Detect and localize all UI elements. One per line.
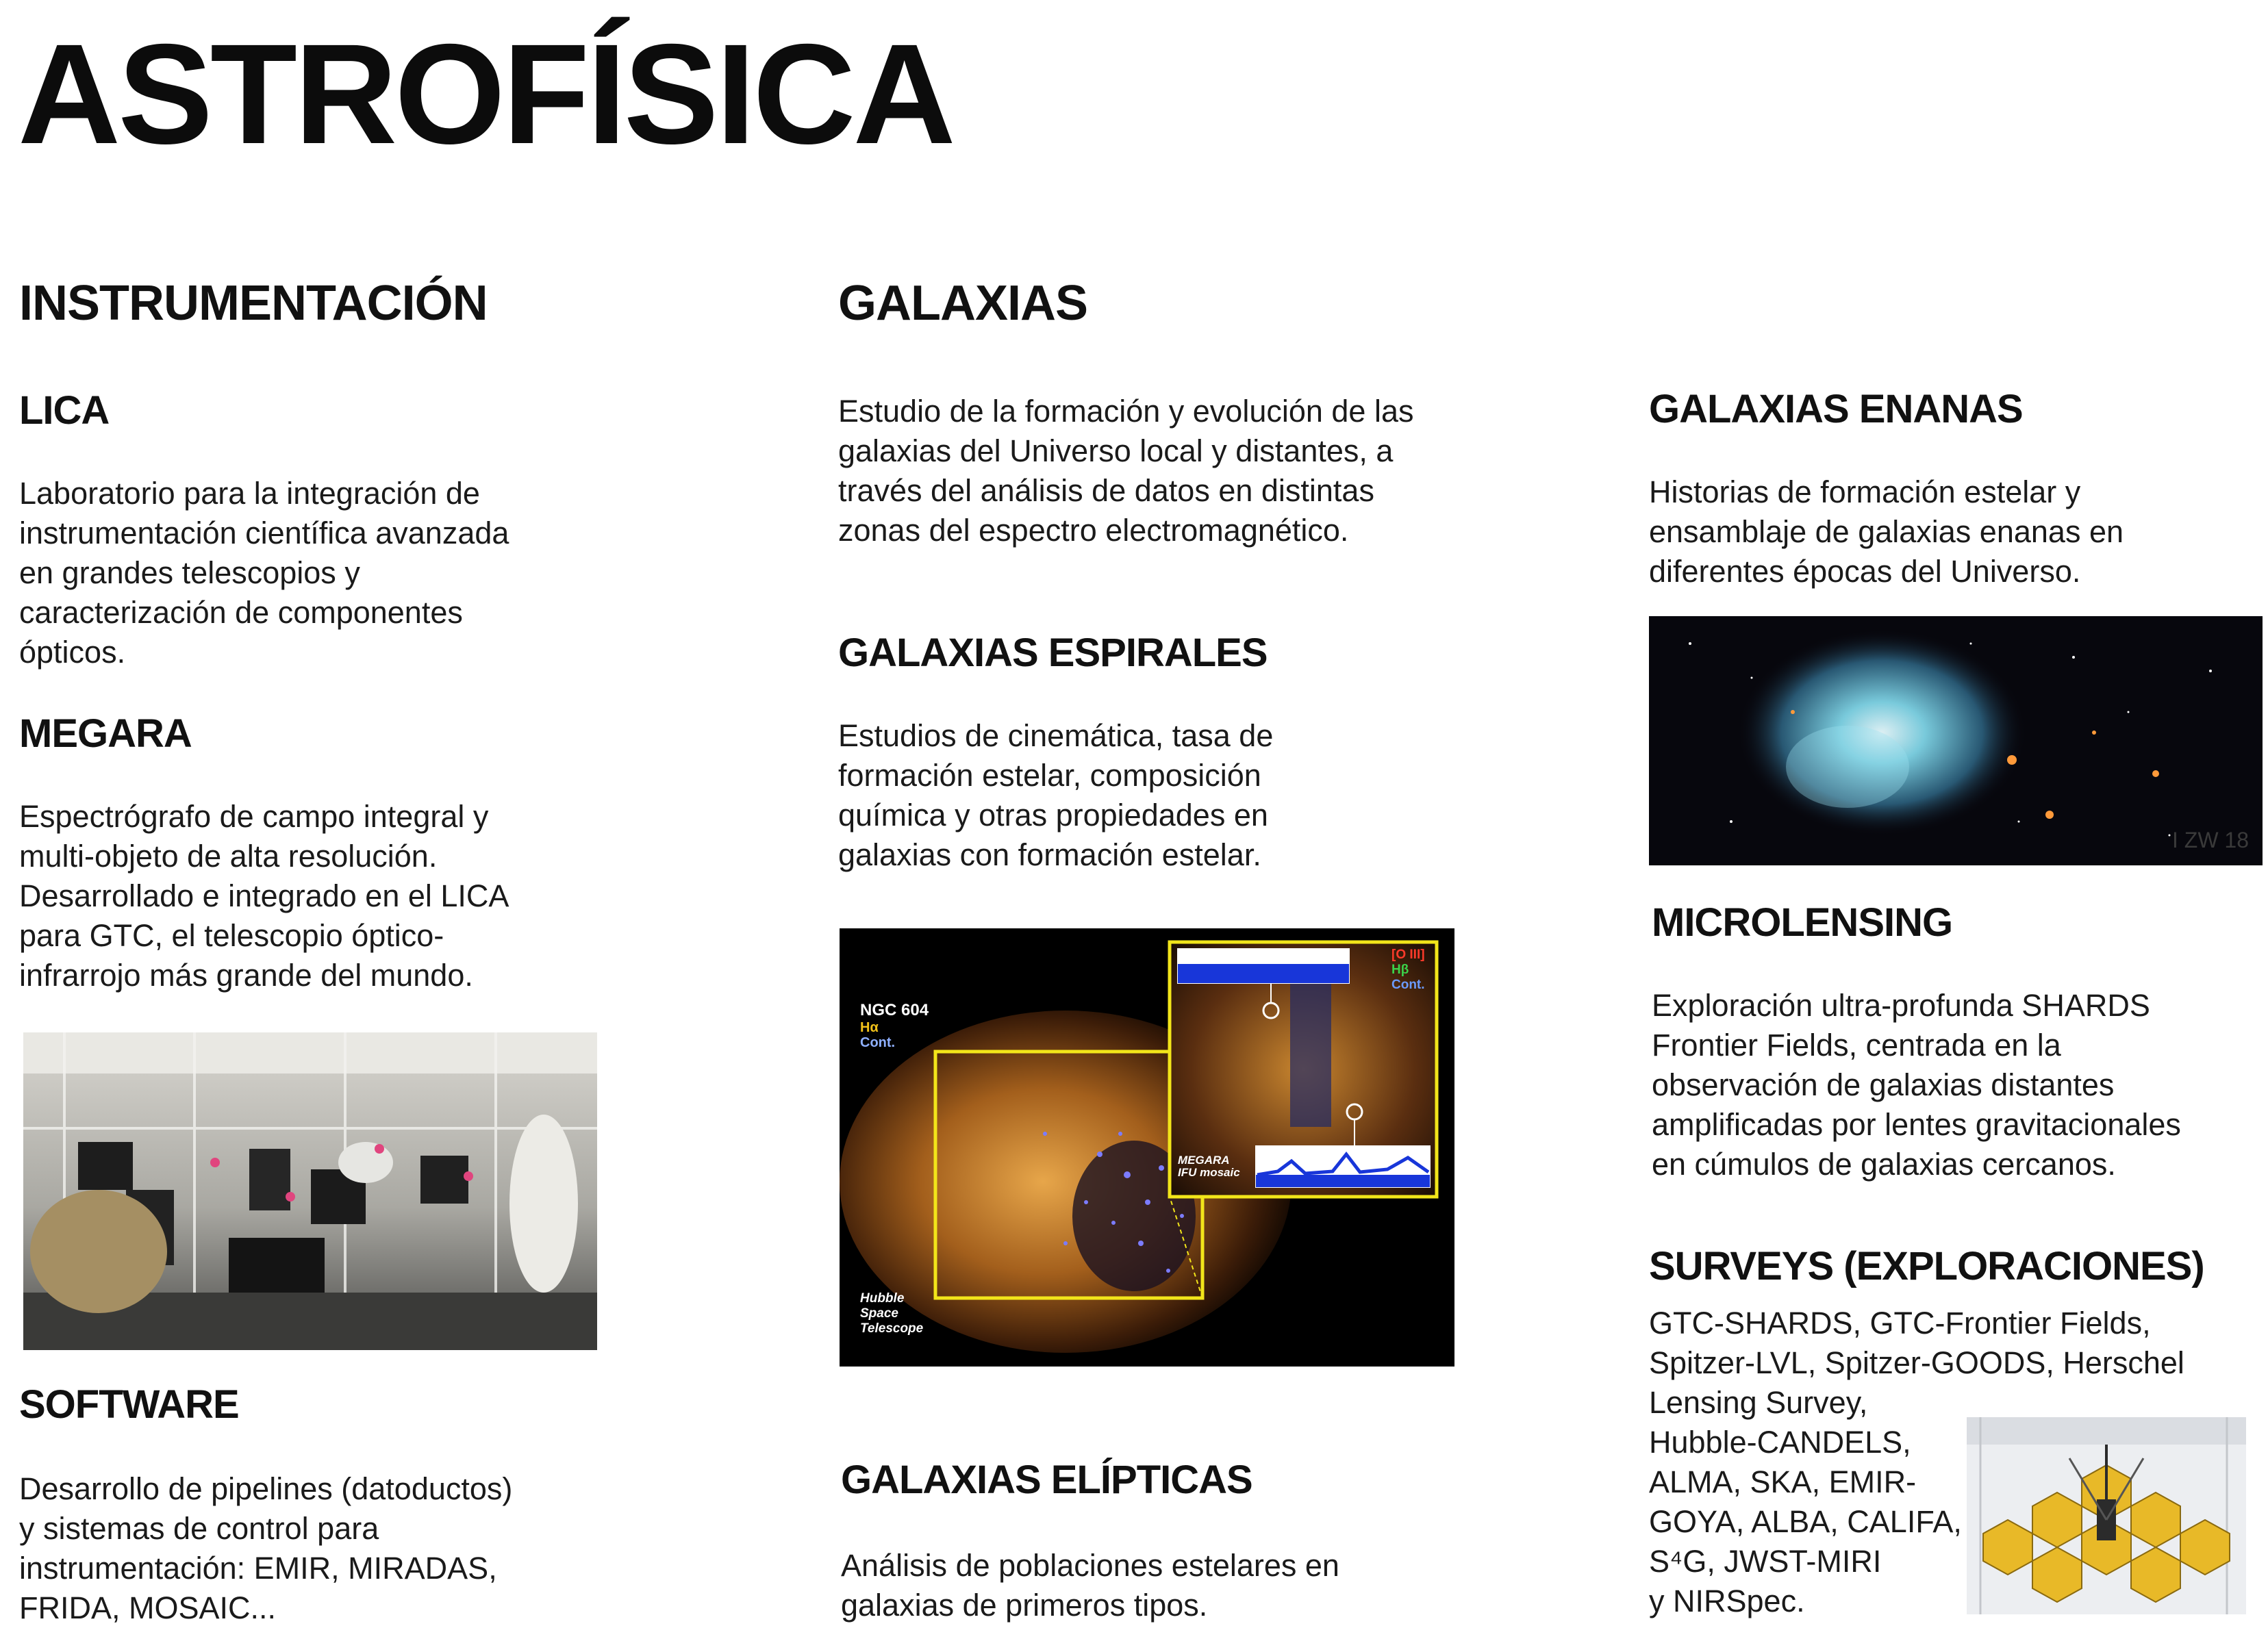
credit-line: Hubble	[860, 1291, 905, 1306]
lica-description	[19, 474, 509, 672]
instrumentacion-heading: INSTRUMENTACIÓN	[19, 276, 488, 331]
surveys-line: GOYA, ALBA, CALIFA,	[1649, 1504, 1962, 1539]
software-line: Desarrollo de pipelines (datoductos)	[19, 1471, 513, 1506]
megara-line: para GTC, el telescopio óptico-	[19, 918, 444, 953]
elipticas-line: Análisis de poblaciones estelares en	[841, 1548, 1339, 1583]
lica-line: Laboratorio para la integración de	[19, 476, 480, 511]
megara-description	[19, 797, 509, 995]
software-line: y sistemas de control para	[19, 1511, 379, 1546]
surveys-line: Lensing Survey,	[1649, 1385, 1868, 1420]
ngc604-legend-halpha: Hα	[860, 1020, 879, 1035]
espirales-line: formación estelar, composición	[838, 758, 1261, 793]
enanas-line: diferentes épocas del Universo.	[1649, 554, 2081, 589]
software-line: instrumentación: EMIR, MIRADAS,	[19, 1551, 497, 1586]
surveys-heading: SURVEYS (EXPLORACIONES)	[1649, 1244, 2204, 1288]
microlensing-line: observación de galaxias distantes	[1652, 1067, 2115, 1102]
megara-line: Espectrógrafo de campo integral y	[19, 799, 489, 834]
surveys-line: S⁴G, JWST-MIRI	[1649, 1544, 1882, 1579]
galaxias-heading: GALAXIAS	[838, 276, 1088, 331]
elipticas-description	[841, 1546, 1339, 1625]
surveys-line: ALMA, SKA, EMIR-	[1649, 1464, 1917, 1499]
lica-heading: LICA	[19, 388, 110, 433]
microlensing-line: Exploración ultra-profunda SHARDS	[1652, 988, 2150, 1023]
lica-line: caracterización de componentes	[19, 595, 463, 630]
elipticas-line: galaxias de primeros tipos.	[841, 1588, 1208, 1623]
software-description	[19, 1469, 512, 1628]
espirales-line: galaxias con formación estelar.	[838, 837, 1261, 872]
credit-hubble	[860, 1291, 923, 1336]
elipticas-heading: GALAXIAS ELÍPTICAS	[841, 1458, 1252, 1502]
lab-photo	[23, 1032, 597, 1350]
espirales-heading: GALAXIAS ESPIRALES	[838, 631, 1268, 675]
espirales-description	[838, 716, 1273, 875]
surveys-line: Hubble-CANDELS,	[1649, 1425, 1911, 1460]
galaxias-line: Estudio de la formación y evolución de las	[838, 394, 1414, 429]
microlensing-line: Frontier Fields, centrada en la	[1652, 1028, 2061, 1063]
microlensing-line: en cúmulos de galaxias cercanos.	[1652, 1147, 2116, 1182]
software-heading: SOFTWARE	[19, 1382, 239, 1427]
microlensing-description	[1652, 986, 2181, 1184]
credit-line: Space	[860, 1306, 898, 1321]
ngc604-legend-cont: Cont.	[860, 1035, 896, 1050]
dwarf-galaxy-image	[1649, 616, 2263, 865]
enanas-description	[1649, 472, 2124, 592]
galaxias-line: zonas del espectro electromagnético.	[838, 513, 1349, 548]
galaxias-line: través del análisis de datos en distintas	[838, 473, 1374, 508]
enanas-heading: GALAXIAS ENANAS	[1649, 387, 2023, 431]
surveys-line: Spitzer-LVL, Spitzer-GOODS, Herschel	[1649, 1345, 2184, 1380]
page-title: ASTROFÍSICA	[18, 15, 953, 174]
lica-line: ópticos.	[19, 635, 126, 670]
espirales-line: química y otras propiedades en	[838, 798, 1268, 833]
ngc604-figure	[840, 928, 1454, 1367]
surveys-line: GTC-SHARDS, GTC-Frontier Fields,	[1649, 1306, 2151, 1341]
enanas-line: Historias de formación estelar y	[1649, 474, 2081, 509]
lica-line: en grandes telescopios y	[19, 555, 360, 590]
megara-heading: MEGARA	[19, 711, 192, 756]
inset-legend-cont: Cont.	[1391, 978, 1425, 992]
inset-legend-hbeta: Hβ	[1391, 963, 1409, 977]
microlensing-heading: MICROLENSING	[1652, 900, 1953, 945]
software-line: FRIDA, MOSAIC...	[19, 1590, 277, 1625]
espirales-line: Estudios de cinemática, tasa de	[838, 718, 1274, 753]
jwst-mirror-image	[1967, 1417, 2246, 1614]
credit-line: Telescope	[860, 1321, 924, 1336]
megara-line: infrarrojo más grande del mundo.	[19, 958, 473, 993]
dwarf-galaxy-label: I ZW 18	[2171, 828, 2249, 852]
inset-legend-oiii: [O III]	[1391, 948, 1425, 962]
galaxias-line: galaxias del Universo local y distantes, a	[838, 433, 1394, 468]
inset-caption-ifu: IFU mosaic	[1178, 1166, 1240, 1179]
megara-line: multi-objeto de alta resolución.	[19, 839, 438, 874]
megara-line: Desarrollado e integrado en el LICA	[19, 878, 509, 913]
lica-line: instrumentación científica avanzada	[19, 516, 509, 550]
surveys-line: y NIRSpec.	[1649, 1584, 1805, 1618]
microlensing-line: amplificadas por lentes gravitacionales	[1652, 1107, 2181, 1142]
ngc604-label: NGC 604	[860, 1001, 929, 1019]
enanas-line: ensamblaje de galaxias enanas en	[1649, 514, 2124, 549]
inset-caption-megara: MEGARA	[1178, 1154, 1230, 1167]
galaxias-description	[838, 392, 1413, 550]
